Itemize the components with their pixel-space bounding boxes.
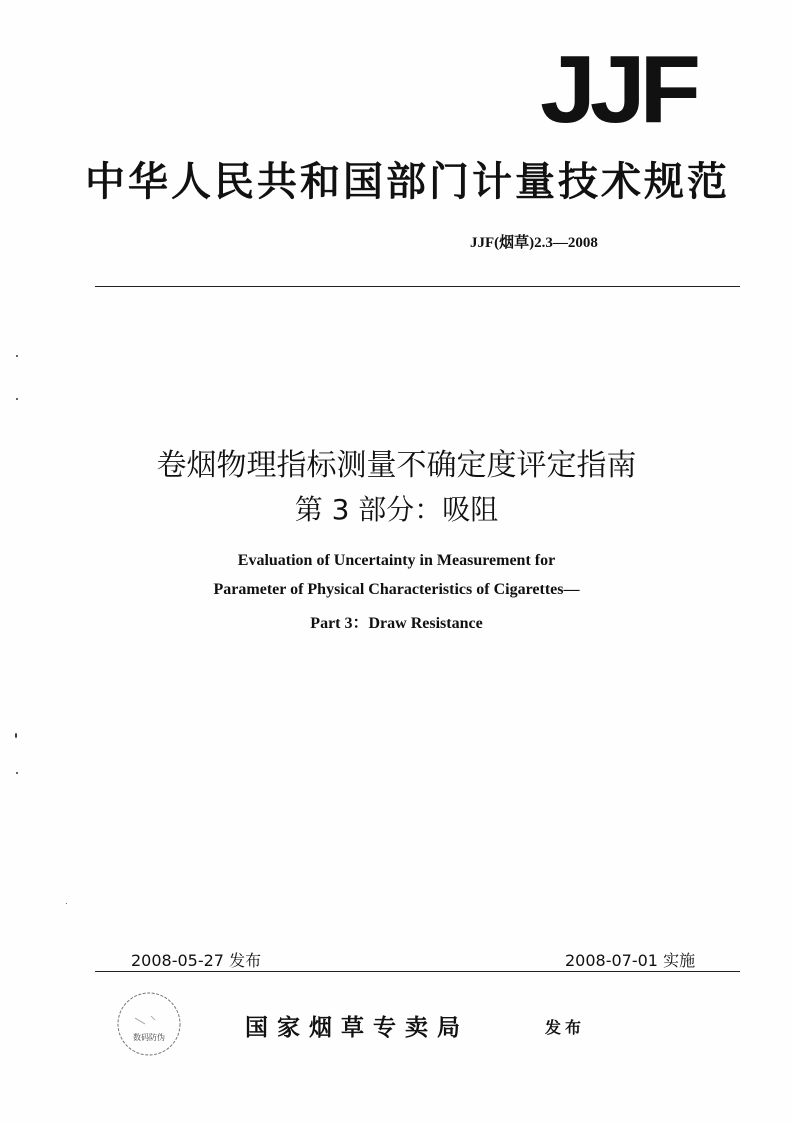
scan-speck <box>16 355 18 357</box>
scan-speck <box>66 903 67 904</box>
publisher-name: 国家烟草专卖局 <box>245 1014 469 1041</box>
scan-speck <box>16 772 18 774</box>
scan-speck <box>16 398 18 400</box>
top-divider <box>95 286 740 287</box>
title-chinese-line1: 卷烟物理指标测量不确定度评定指南 <box>156 448 637 483</box>
issue-date: 2008-05-27 发布 <box>131 951 262 970</box>
title-english-line2: Parameter of Physical Characteristics of Cigarettes— <box>213 581 580 598</box>
title-chinese-line2: 第 3 部分：吸阻 <box>294 493 499 526</box>
standard-code: JJF(烟草)2.3—2008 <box>470 235 598 251</box>
seal-text: 数码防伪 <box>133 1033 165 1042</box>
title-english-line3: Part 3：Draw Resistance <box>310 615 483 632</box>
jjf-logo: JJF <box>540 36 695 143</box>
effective-date: 2008-07-01 实施 <box>565 951 696 970</box>
scan-speck <box>15 733 17 738</box>
publisher-suffix: 发布 <box>545 1018 586 1037</box>
org-title: 中华人民共和国部门计量技术规范 <box>85 159 730 205</box>
anti-counterfeit-seal-icon <box>115 990 183 1058</box>
bottom-divider <box>95 971 740 972</box>
title-english-line1: Evaluation of Uncertainty in Measurement for <box>237 552 556 569</box>
